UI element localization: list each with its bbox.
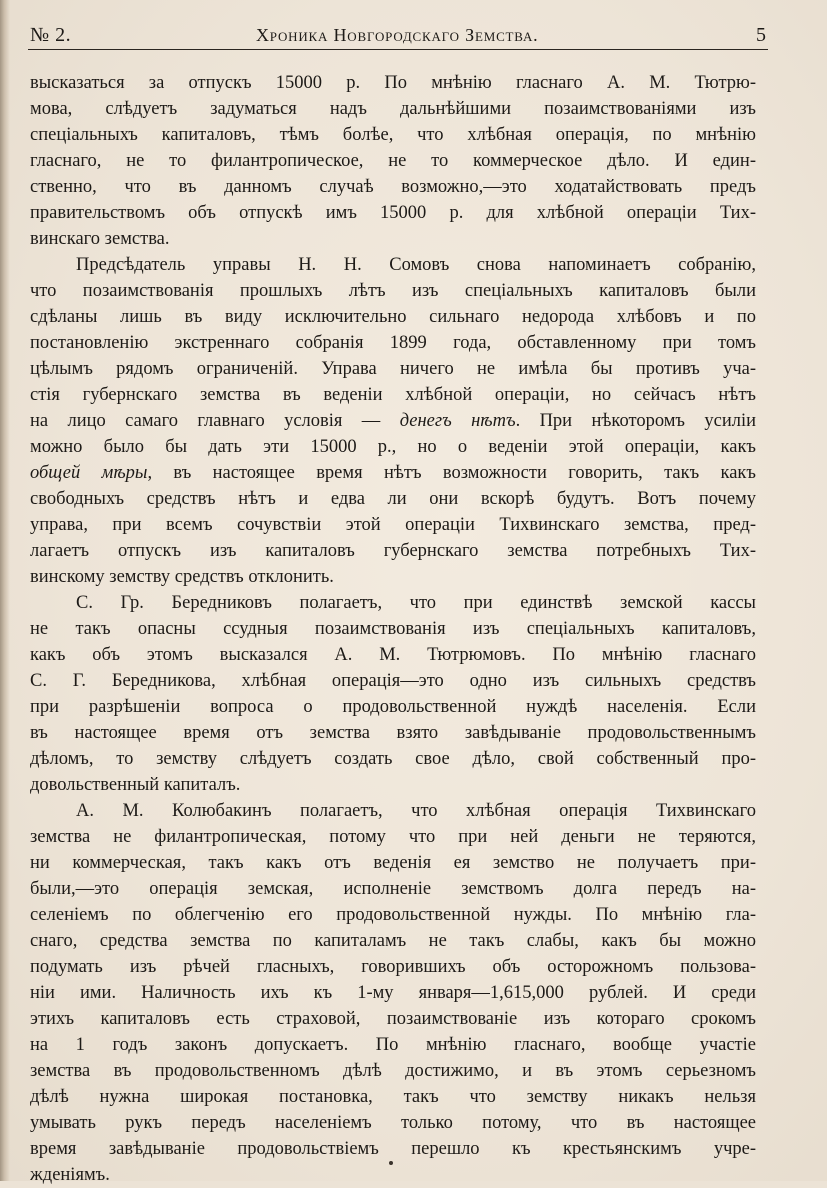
text-line: не такъ опасны ссудныя позаимствованія изъ спеціальныхъ капиталовъ, [30, 619, 756, 639]
text-line: какъ объ этомъ высказался А. М. Тютрюмовъ. По мнѣнію гласнаго [30, 645, 756, 665]
text-line: свободныхъ средствъ нѣтъ и едва ли они вскорѣ будутъ. Вотъ почему [30, 489, 756, 509]
print-dot [389, 1161, 393, 1165]
text-line: высказаться за отпускъ 15000 р. По мнѣнію гласнаго А. М. Тютрю- [30, 73, 756, 93]
text-line: были,—это операція земская, исполненіе земствомъ долга передъ на- [30, 879, 756, 899]
running-header [30, 22, 766, 50]
text-line: при разрѣшеніи вопроса о продовольственной нуждѣ населенія. Если [30, 697, 756, 717]
article-body [30, 70, 756, 1188]
text-line: гласнаго, не то филантропическое, не то коммерческое дѣло. И един- [30, 151, 756, 171]
page-binding-edge [0, 0, 10, 1181]
text-line: винскому земству средствъ отклонить. [30, 567, 334, 587]
page-number: 5 [756, 24, 766, 46]
text-line: селеніемъ по облегченію его продовольственной нужды. По мнѣнію гла- [30, 905, 756, 925]
text-line: время завѣдываніе продовольствіемъ перешло къ крестьянскимъ учре- [30, 1139, 756, 1159]
issue-number: № 2. [30, 24, 72, 46]
text-line: С. Г. Бередникова, хлѣбная операція—это одно изъ сильныхъ средствъ [30, 671, 756, 691]
text-line: снаго, средства земства по капиталамъ не такъ слабы, какъ бы можно [30, 931, 756, 951]
paragraph-start-line: С. Гр. Бередниковъ полагаетъ, что при единствѣ земской кассы [76, 593, 756, 613]
text-line-with-italic: общей мѣры, въ настоящее время нѣтъ возможности говорить, такъ какъ [30, 463, 756, 483]
text-line: этихъ капиталовъ есть страховой, позаимствованіе изъ котораго срокомъ [30, 1009, 756, 1029]
text-line: довольственный капиталъ. [30, 775, 241, 795]
header-rule [28, 49, 768, 50]
paragraph-start-line: Предсѣдатель управы Н. Н. Сомовъ снова напоминаетъ собранію, [76, 255, 756, 275]
text-line: можно было бы дать эти 15000 р., но о веденіи этой операціи, какъ [30, 437, 756, 457]
text-line: постановленію экстреннаго собранія 1899 года, обставленному при томъ [30, 333, 756, 353]
paragraph-start-line: А. М. Колюбакинъ полагаетъ, что хлѣбная операція Тихвинскаго [76, 801, 756, 821]
text-line: подумать изъ рѣчей гласныхъ, говорившихъ объ осторожномъ пользова- [30, 957, 756, 977]
text-line: дѣлѣ нужна широкая постановка, такъ что земству никакъ нельзя [30, 1087, 756, 1107]
text-line: правительствомъ объ отпускѣ имъ 15000 р. для хлѣбной операціи Тих- [30, 203, 756, 223]
text-line: въ настоящее время отъ земства взято завѣдываніе продовольственнымъ [30, 723, 756, 743]
text-line: стія губернскаго земства въ веденіи хлѣбной операціи, но сейчасъ нѣтъ [30, 385, 756, 405]
text-line: земства въ продовольственномъ дѣлѣ достижимо, и въ этомъ серьезномъ [30, 1061, 756, 1081]
text-line: винскаго земства. [30, 229, 170, 249]
journal-title: Хроника Новгородскаго Земства. [256, 25, 539, 45]
text-line: умывать рукъ передъ населеніемъ только потому, что въ настоящее [30, 1113, 756, 1133]
text-line: жденіямъ. [30, 1165, 110, 1185]
text-line: спеціальныхъ капиталовъ, тѣмъ болѣе, что хлѣбная операція, по мнѣнію [30, 125, 756, 145]
italic-emphasis: общей мѣры [30, 463, 148, 483]
text-line: лагаетъ отпускъ изъ капиталовъ губернскаго земства потребныхъ Тих- [30, 541, 756, 561]
text-line: мова, слѣдуетъ задуматься надъ дальнѣйшими позаимствованіями изъ [30, 99, 756, 119]
text-line: на 1 годъ законъ допускаетъ. По мнѣнію гласнаго, вообще участіе [30, 1035, 756, 1055]
italic-emphasis: денегъ нѣтъ [399, 411, 516, 431]
text-line: цѣлымъ рядомъ ограниченій. Управа ничего не имѣла бы противъ уча- [30, 359, 756, 379]
text-line: ственно, что въ данномъ случаѣ возможно,—это ходатайствовать предъ [30, 177, 756, 197]
text-line: управа, при всемъ сочувствіи этой операціи Тихвинскаго земства, пред- [30, 515, 756, 535]
text-line: что позаимствованія прошлыхъ лѣтъ изъ спеціальныхъ капиталовъ были [30, 281, 756, 301]
text-line: земства не филантропическая, потому что при ней деньги не теряются, [30, 827, 756, 847]
text-line-with-italic: на лицо самаго главнаго условія — денегъ нѣтъ. При нѣкоторомъ усиліи [30, 411, 756, 431]
text-line: ни коммерческая, такъ какъ отъ веденія ея земство не получаетъ при- [30, 853, 756, 873]
text-line: сдѣланы лишь въ виду исключительно сильнаго недорода хлѣбовъ и по [30, 307, 756, 327]
text-line: ніи ими. Наличность ихъ къ 1-му января—1,615,000 рублей. И среди [30, 983, 756, 1003]
text-line: дѣломъ, то земству слѣдуетъ создать свое дѣло, свой собственный про- [30, 749, 756, 769]
